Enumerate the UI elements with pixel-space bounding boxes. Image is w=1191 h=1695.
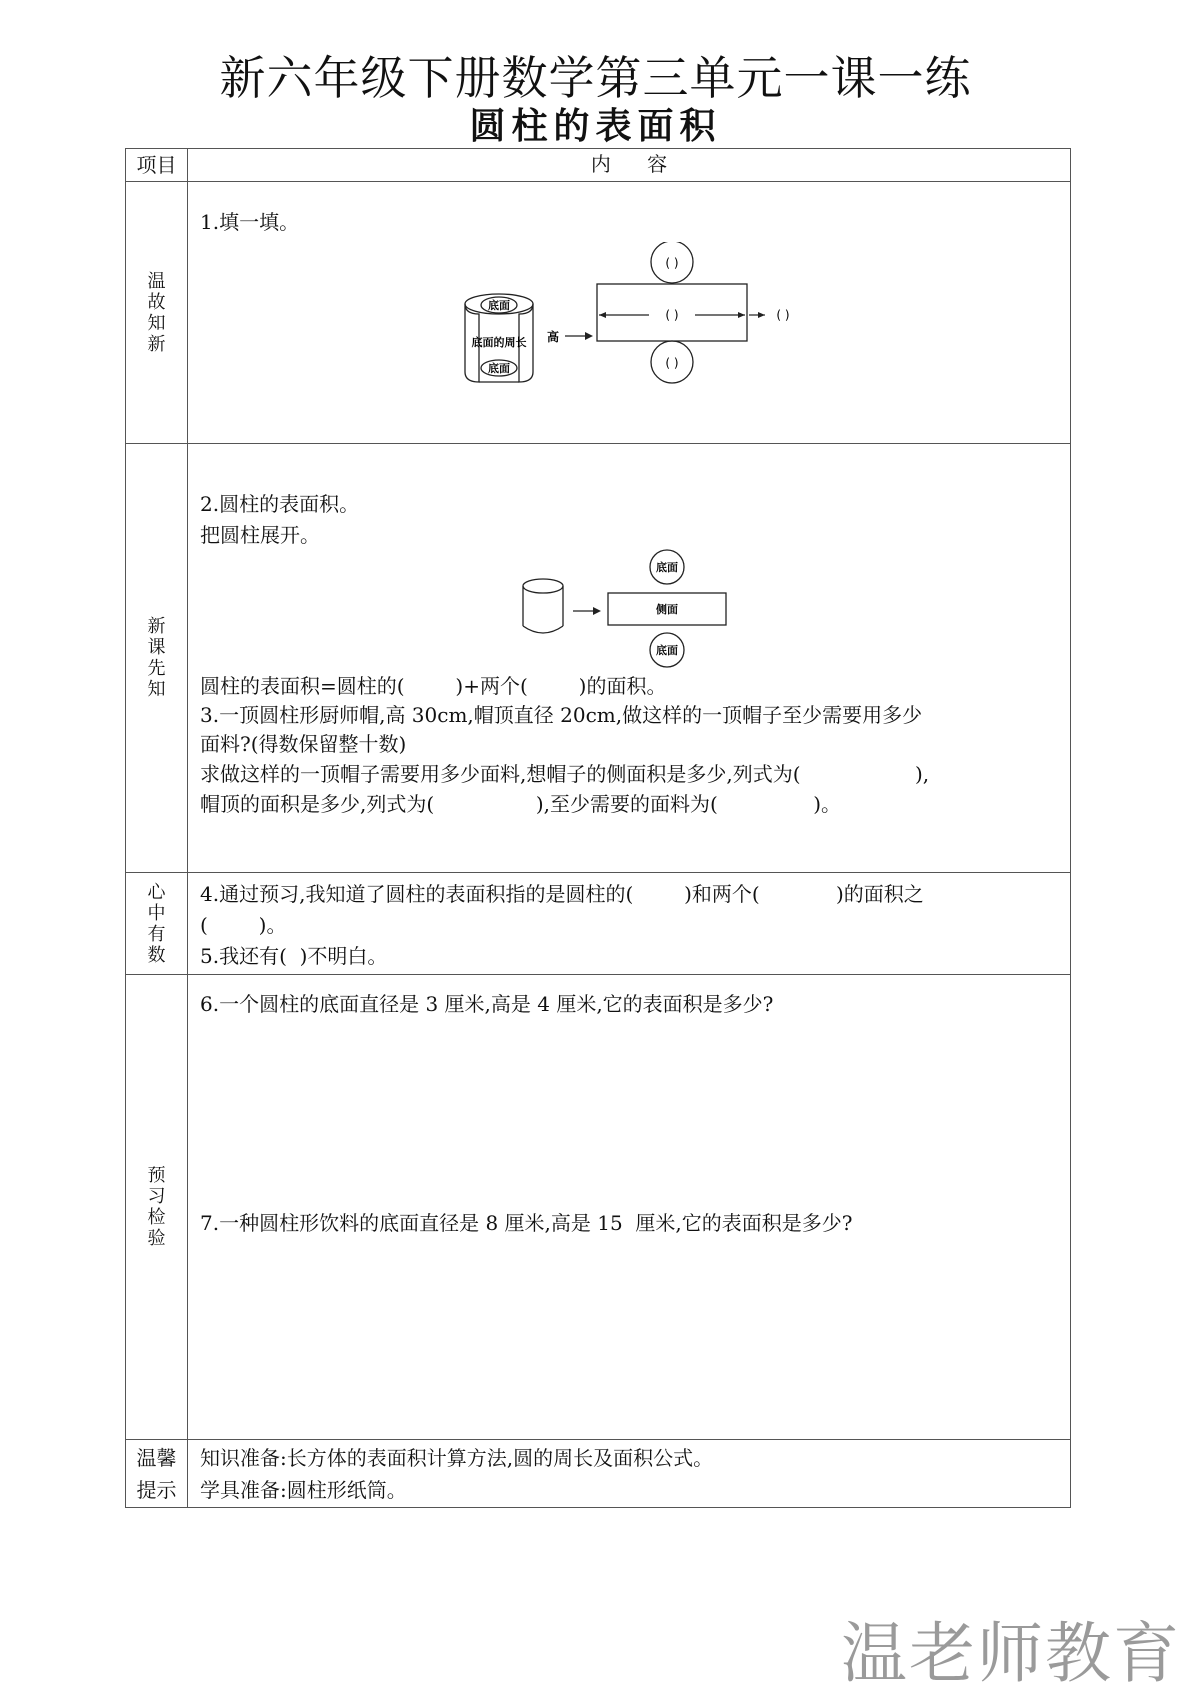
section-check-label-cell — [126, 975, 188, 1440]
header-item: 项目 — [126, 149, 188, 182]
section-check-label: 预习检验 — [147, 1165, 166, 1249]
cylinder-net-figure-1 — [453, 242, 813, 407]
document-subtitle: 圆柱的表面积 — [469, 105, 722, 147]
section-review-label-cell — [126, 182, 188, 444]
question-2-instruction: 把圆柱展开。 — [200, 523, 320, 547]
section-review-row — [126, 182, 1071, 444]
tip-knowledge: 知识准备:长方体的表面积计算方法,圆的周长及面积公式。 — [200, 1446, 714, 1470]
section-check-row — [126, 975, 1071, 1440]
blank-width: ( ) — [665, 308, 679, 322]
blank-height: ( ) — [776, 308, 790, 322]
section-tips-label-line-1: 温馨 — [136, 1445, 177, 1470]
blank-bottom-circle: ( ) — [665, 356, 679, 370]
section-check-content — [188, 975, 1071, 1440]
table-header-row — [126, 149, 1071, 182]
question-4-line-1: 4.通过预习,我知道了圆柱的表面积指的是圆柱的( )和两个( )的面积之 — [200, 882, 924, 906]
top-base-text: 底面 — [488, 299, 510, 312]
question-2-title: 2.圆柱的表面积。 — [200, 492, 360, 516]
bottom-base-text: 底面 — [488, 362, 510, 375]
section-mind-content — [188, 873, 1071, 975]
cylinder-net-figure-2 — [518, 549, 748, 669]
question-3-line-1: 3.一顶圆柱形厨师帽,高 30cm,帽顶直径 20cm,做这样的一顶帽子至少需要用多少 — [200, 703, 923, 727]
section-preview-row — [126, 444, 1071, 873]
blank-top-circle: ( ) — [665, 256, 679, 270]
watermark: 温老师教育 — [841, 1615, 1181, 1692]
section-preview-content — [188, 444, 1071, 873]
question-7: 7.一种圆柱形饮料的底面直径是 8 厘米,高是 15 厘米,它的表面积是多少? — [200, 1211, 853, 1235]
section-tips-label-cell — [126, 1440, 188, 1508]
section-mind-label-cell — [126, 873, 188, 975]
net-top-text: 底面 — [656, 561, 678, 574]
question-3-line-4: 帽顶的面积是多少,列式为( ),至少需要的面料为( )。 — [200, 792, 842, 816]
question-6: 6.一个圆柱的底面直径是 3 厘米,高是 4 厘米,它的表面积是多少? — [200, 992, 774, 1016]
section-review-label: 温故知新 — [147, 270, 166, 355]
section-mind-label: 心中有数 — [147, 881, 166, 966]
section-review-content — [188, 182, 1071, 444]
section-tips-label-line-2: 提示 — [136, 1477, 177, 1502]
question-4-line-2: ( )。 — [200, 913, 287, 937]
height-text: 高 — [547, 330, 560, 344]
tip-tools: 学具准备:圆柱形纸筒。 — [200, 1478, 407, 1502]
document-title: 新六年级下册数学第三单元一课一练 — [219, 51, 972, 105]
section-preview-label: 新课先知 — [147, 616, 166, 700]
section-preview-label-cell — [126, 444, 188, 873]
header-content: 内 容 — [188, 149, 1071, 182]
worksheet-table — [125, 148, 1071, 1508]
net-bottom-text: 底面 — [656, 644, 678, 657]
question-5: 5.我还有( )不明白。 — [200, 944, 388, 968]
section-tips-row — [126, 1440, 1071, 1508]
surface-area-formula: 圆柱的表面积=圆柱的( )+两个( )的面积。 — [200, 674, 667, 698]
question-3-line-2: 面料?(得数保留整十数) — [200, 732, 407, 756]
question-3-line-3: 求做这样的一顶帽子需要用多少面料,想帽子的侧面积是多少,列式为( ), — [200, 762, 930, 786]
question-1: 1.填一填。 — [200, 210, 300, 234]
net-side-text: 侧面 — [656, 603, 678, 616]
section-mind-row — [126, 873, 1071, 975]
side-circumference-text: 底面的周长 — [471, 336, 527, 349]
section-tips-content — [188, 1440, 1071, 1508]
